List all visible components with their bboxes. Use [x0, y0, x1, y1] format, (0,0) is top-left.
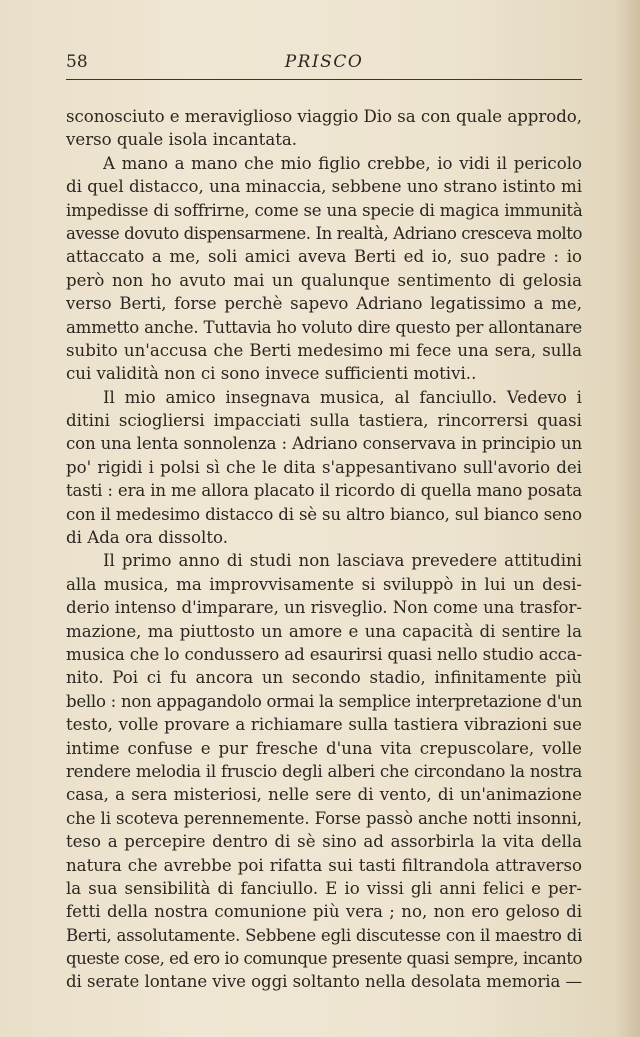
text-line: A mano a mano che mio figlio crebbe, io vidi il pericolo — [103, 153, 582, 173]
text-line: tasti : era in me allora placato il ricordo di quella mano posata — [66, 481, 582, 501]
text-line: rendere melodia il fruscio degli alberi che circondano la nostra — [66, 761, 583, 781]
text-line: cui validità non ci sono invece sufficienti motivi.. — [66, 364, 477, 384]
text-line: derio intenso d'imparare, un risveglio. Non come una trasfor- — [66, 598, 583, 618]
text-line: fetti della nostra comunione più vera ; no, non ero geloso di — [66, 902, 582, 922]
text-line: casa, a sera misteriosi, nelle sere di vento, di un'animazione — [66, 785, 582, 805]
text-line: attaccato a me, soli amici aveva Berti ed io, suo padre : io — [66, 247, 582, 267]
header-rule — [66, 79, 582, 80]
text-line: musica che lo condussero ad esaurirsi quasi nello studio acca- — [66, 644, 583, 664]
text-line: Berti, assolutamente. Sebbene egli discutesse con il maestro di — [66, 925, 583, 945]
body-text — [66, 105, 582, 994]
text-line: queste cose, ed ero io comunque presente quasi sempre, incanto — [66, 949, 582, 969]
text-line: bello : non appagandolo ormai la semplice interpretazione d'un — [66, 691, 582, 711]
text-line: mazione, ma piuttosto un amore e una capacità di sentire la — [66, 621, 582, 641]
text-line: sconosciuto e meraviglioso viaggio Dio sa con quale approdo, — [66, 107, 582, 126]
text-line: che li scoteva perennemente. Forse passò anche notti insonni, — [66, 808, 583, 828]
text-line: po' rigidi i polsi sì che le dita s'appesantivano sull'avorio dei — [66, 457, 582, 477]
text-line: di quel distacco, una minaccia, sebbene uno strano istinto mi — [66, 177, 582, 197]
text-line: alla musica, ma improvvisamente si sviluppò in lui un desi- — [66, 574, 582, 594]
text-line: ammetto anche. Tuttavia ho voluto dire questo per allontanare — [66, 317, 583, 337]
running-title: PRISCO — [284, 52, 364, 72]
text-line: Il mio amico insegnava musica, al fanciullo. Vedevo i — [103, 387, 582, 407]
text-line: di serate lontane vive oggi soltanto nella desolata memoria — — [66, 972, 583, 992]
text-line: verso quale isola incantata. — [66, 130, 298, 150]
text-line: impedisse di soffrirne, come se una specie di magica immunità — [66, 200, 583, 220]
text-line: nito. Poi ci fu ancora un secondo stadio, infinitamente più — [66, 668, 582, 688]
text-line: però non ho avuto mai un qualunque sentimento di gelosia — [66, 270, 582, 290]
text-line: di Ada ora dissolto. — [66, 528, 228, 548]
text-line: ditini sciogliersi impacciati sulla tastiera, rincorrersi quasi — [66, 411, 582, 431]
text-line: teso a percepire dentro di sè sino ad assorbirla la vita della — [66, 832, 582, 852]
text-line: testo, volle provare a richiamare sulla tastiera vibrazioni sue — [66, 715, 582, 735]
text-line: la sua sensibilità di fanciullo. E io vissi gli anni felici e per- — [66, 878, 582, 898]
text-line: avesse dovuto dispensarmene. In realtà, Adriano cresceva molto — [66, 223, 582, 243]
text-line: intime confuse e pur fresche d'una vita crepuscolare, volle — [66, 738, 582, 758]
text-line: verso Berti, forse perchè sapevo Adriano legatissimo a me, — [66, 294, 582, 314]
page-number: 58 — [66, 52, 88, 72]
text-line: con il medesimo distacco di sè su altro bianco, sul bianco seno — [66, 504, 582, 524]
text-line: Il primo anno di studi non lasciava prevedere attitudini — [103, 551, 582, 571]
text-line: con una lenta sonnolenza : Adriano conservava in principio un — [66, 434, 583, 454]
page-header — [66, 50, 582, 76]
text-line: subito un'accusa che Berti medesimo mi fece una sera, sulla — [66, 340, 582, 360]
text-line: natura che avrebbe poi rifatta sui tasti filtrandola attraverso — [66, 855, 582, 875]
